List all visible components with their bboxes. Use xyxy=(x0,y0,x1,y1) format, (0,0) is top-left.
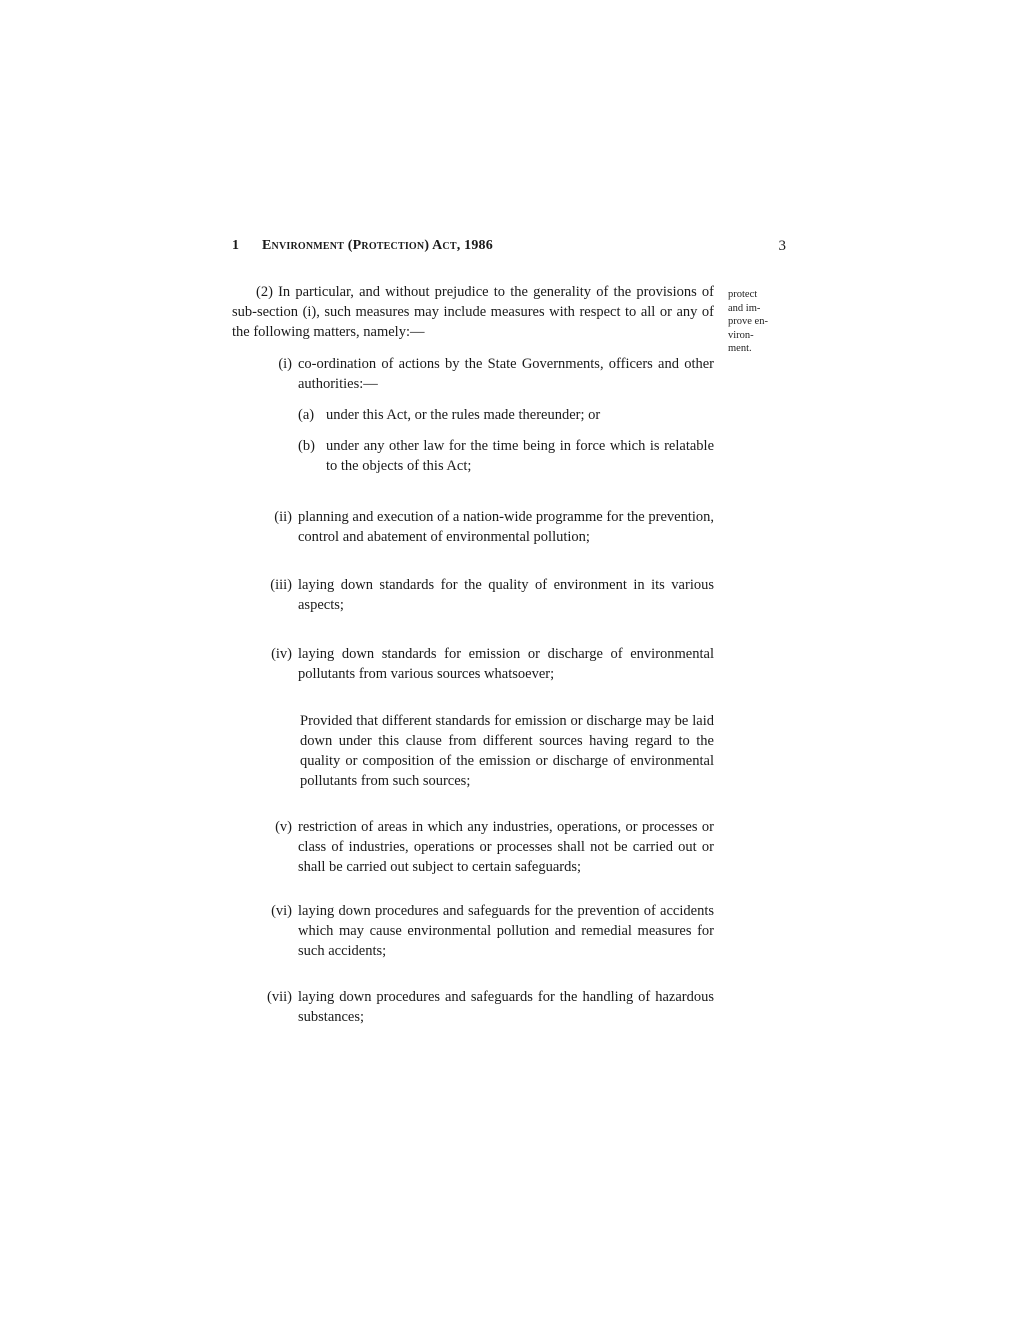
sub-clause-number: (b) xyxy=(298,438,315,454)
chapter-number: 1 xyxy=(232,238,239,253)
clause-vi xyxy=(232,901,714,961)
clause-text: laying down standards for emission or discharge of environmental pollutants from various sources whatsoever; xyxy=(298,646,714,682)
sub-clause-number: (a) xyxy=(298,407,315,423)
sub-clause-text: under this Act, or the rules made thereunder; or xyxy=(326,407,601,423)
section-lead-paragraph: (2) In particular, and without prejudice to the generality of the provisions of sub-section (i), such measures may include measures with respect to all or any of the following matters, namely:— xyxy=(232,284,714,340)
clause-ii xyxy=(232,507,714,547)
proviso-paragraph: Provided that different standards for emission or discharge may be laid down under this clause from different sources having regard to the quality or composition of the emission or discharge of environmental pollutants from such sources; xyxy=(300,713,714,789)
clause-text: laying down standards for the quality of environment in its various aspects; xyxy=(298,577,714,613)
clause-v xyxy=(232,817,714,877)
act-title: Environment (Protection) Act, 1986 xyxy=(262,238,493,253)
clause-text: co-ordination of actions by the State Governments, officers and other authorities:— xyxy=(298,356,714,392)
clause-number: (vii) xyxy=(267,989,292,1005)
clause-number: (vi) xyxy=(271,903,292,919)
clause-number: (iv) xyxy=(271,646,292,662)
clause-iv xyxy=(232,644,714,684)
sub-clause-a xyxy=(232,405,714,425)
clause-number: (i) xyxy=(278,356,292,372)
clause-text: laying down procedures and safeguards for the handling of hazardous substances; xyxy=(298,989,714,1025)
section-body xyxy=(232,282,714,1027)
clause-number: (v) xyxy=(275,819,292,835)
margin-note-line: prove en- xyxy=(728,316,768,327)
clause-vii xyxy=(232,987,714,1027)
clause-text: restriction of areas in which any industries, operations, or processes or class of industries, operations or processes shall not be carried out or shall be carried out subject to certain safeguards; xyxy=(298,819,714,875)
clause-iii xyxy=(232,575,714,615)
clause-number: (iii) xyxy=(270,577,292,593)
margin-note-line: viron- xyxy=(728,329,754,341)
sub-clause-text: under any other law for the time being in force which is relatable to the objects of this Act; xyxy=(326,438,714,474)
clause-text: planning and execution of a nation-wide programme for the prevention, control and abatement of environmental pollution; xyxy=(298,509,714,545)
margin-note-line: protect xyxy=(728,289,758,300)
clause-number: (ii) xyxy=(274,509,292,525)
margin-note xyxy=(728,288,788,356)
page-number: 3 xyxy=(778,238,786,254)
clause-text: laying down procedures and safeguards for the prevention of accidents which may cause environmental pollution and remedial measures for such accidents; xyxy=(298,903,714,959)
margin-note-line: and im- xyxy=(728,302,761,314)
sub-clause-b xyxy=(232,436,714,476)
margin-note-line: ment. xyxy=(728,343,752,354)
clause-i xyxy=(232,354,714,394)
running-head xyxy=(232,236,792,256)
